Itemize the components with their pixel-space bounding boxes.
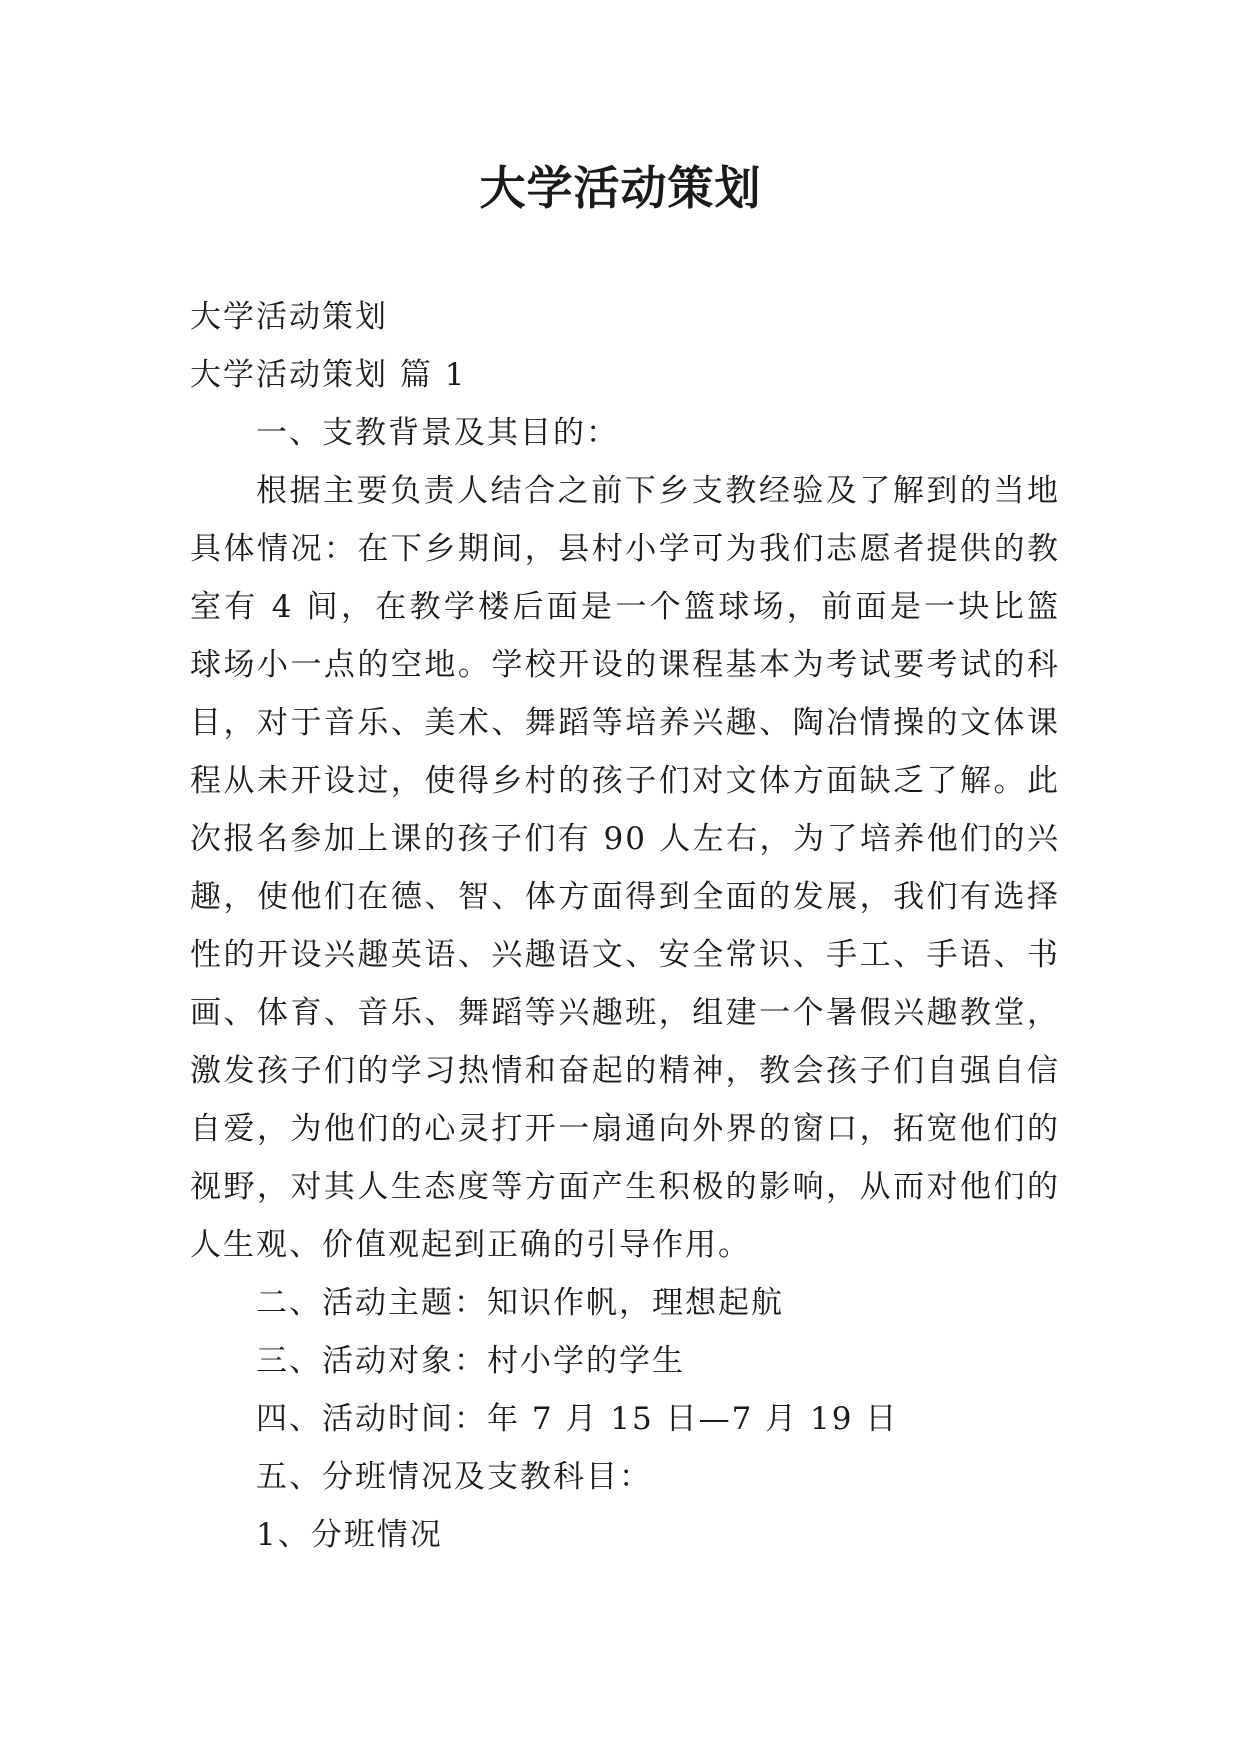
document-body bbox=[190, 288, 1060, 1564]
paragraph-audience: 三、活动对象：村小学的学生 bbox=[256, 1343, 685, 1379]
section-heading: 大学活动策划 篇 1 bbox=[190, 357, 467, 393]
paragraph-classes-subheading: 1、分班情况 bbox=[256, 1517, 443, 1553]
paragraph-background-heading: 一、支教背景及其目的： bbox=[256, 415, 619, 451]
paragraph-theme: 二、活动主题：知识作帆，理想起航 bbox=[256, 1285, 784, 1321]
paragraph-time: 四、活动时间：年 7 月 15 日—7 月 19 日 bbox=[256, 1401, 899, 1437]
paragraph-classes-heading: 五、分班情况及支教科目： bbox=[256, 1459, 652, 1495]
paragraph-background-body: 根据主要负责人结合之前下乡支教经验及了解到的当地具体情况：在下乡期间，县村小学可为我们志愿者提供的教室有 4 间，在教学楼后面是一个篮球场，前面是一块比篮球场小一点的空地。学校开设的课程基本为考试要考试的科目，对于音乐、美术、舞蹈等培养兴趣、陶冶情操的文体课程从未开设过，使得乡村的孩子们对文体方面缺乏了解。此次报名参加上课的孩子们有 90 人左右，为了培养他们的兴趣，使他们在德、智、体方面得到全面的发展，我们有选择性的开设兴趣英语、兴趣语文、安全常识、手工、手语、书画、体育、音乐、舞蹈等兴趣班，组建一个暑假兴趣教堂，激发孩子们的学习热情和奋起的精神，教会孩子们自强自信自爱，为他们的心灵打开一扇通向外界的窗口，拓宽他们的视野，对其人生态度等方面产生积极的影响，从而对他们的人生观、价值观起到正确的引导作用。 bbox=[190, 473, 1060, 1263]
document-subtitle: 大学活动策划 bbox=[190, 299, 388, 335]
document-title: 大学活动策划 bbox=[479, 161, 762, 215]
